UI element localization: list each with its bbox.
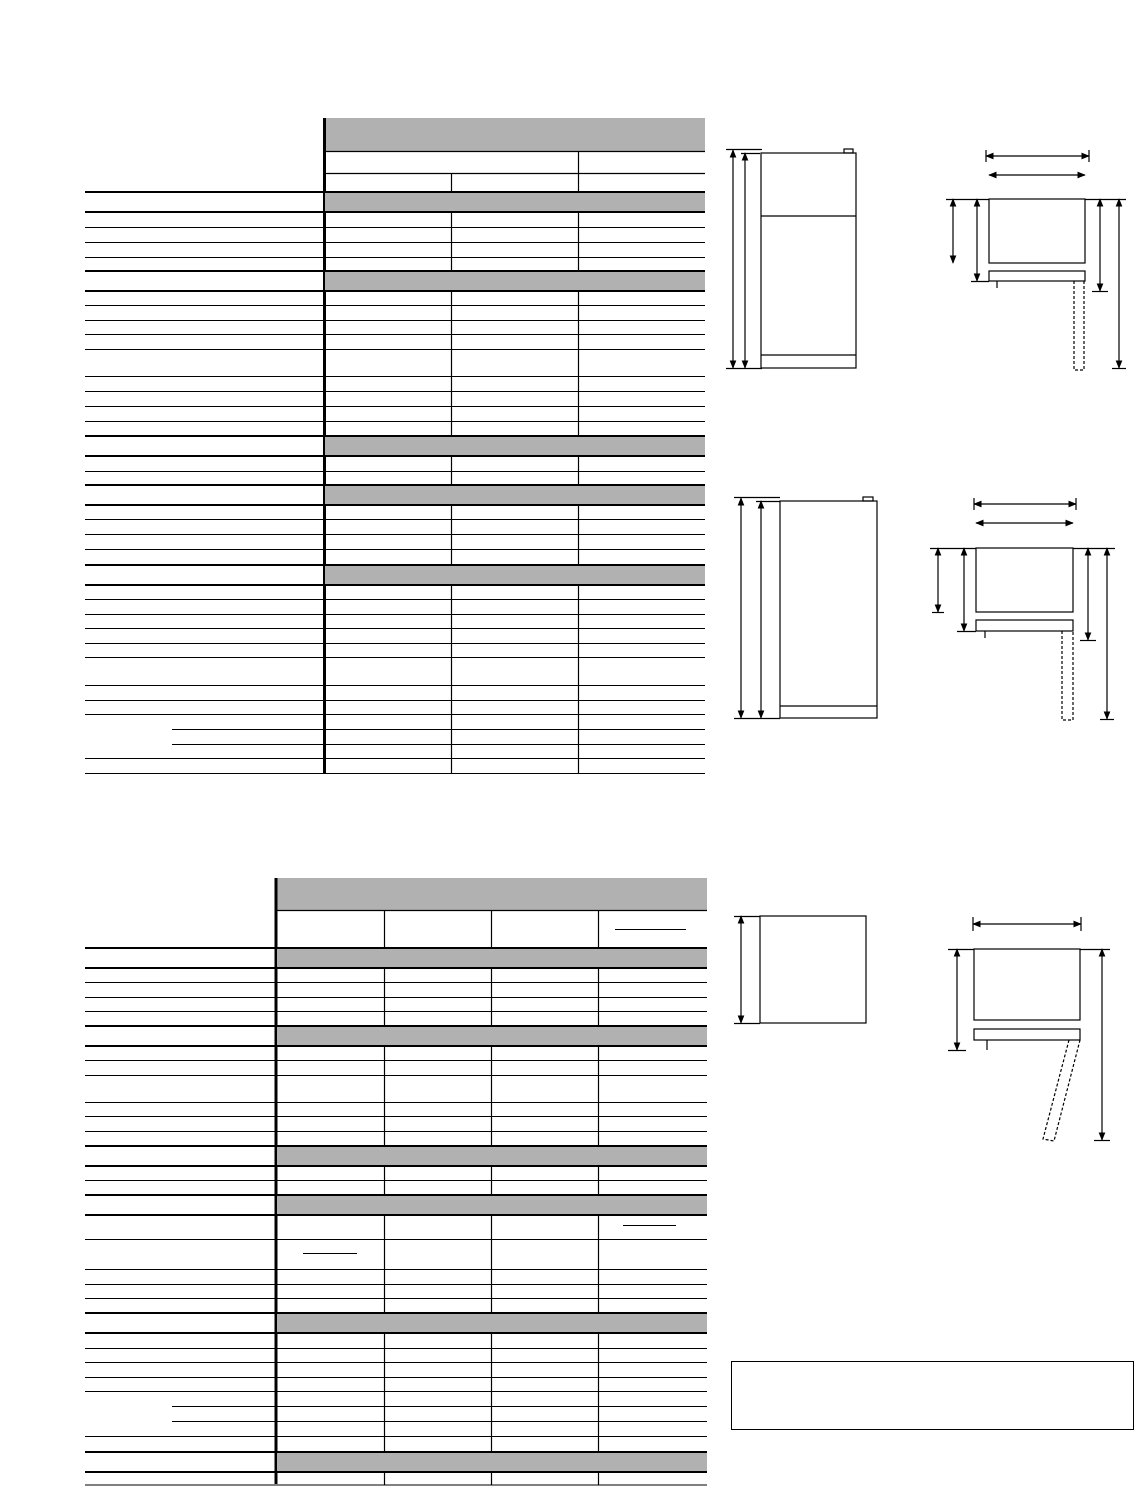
row-lines: [85, 983, 707, 1486]
refrigerator-front-icon: [726, 149, 856, 369]
section-band: [325, 193, 705, 584]
table-header-band: [277, 878, 707, 910]
section-divider: [85, 192, 705, 585]
freezer-front-icon: [734, 497, 877, 719]
spec-table-bottom: [85, 878, 707, 1485]
refrigerator-top-icon: [946, 150, 1126, 370]
freezer-top-icon: [930, 498, 1115, 720]
compact-front-icon: [734, 916, 866, 1024]
spec-table-top: [85, 118, 705, 774]
table-header-band: [325, 118, 705, 151]
compact-top-icon: [948, 917, 1110, 1141]
note-box: [731, 1361, 1134, 1430]
